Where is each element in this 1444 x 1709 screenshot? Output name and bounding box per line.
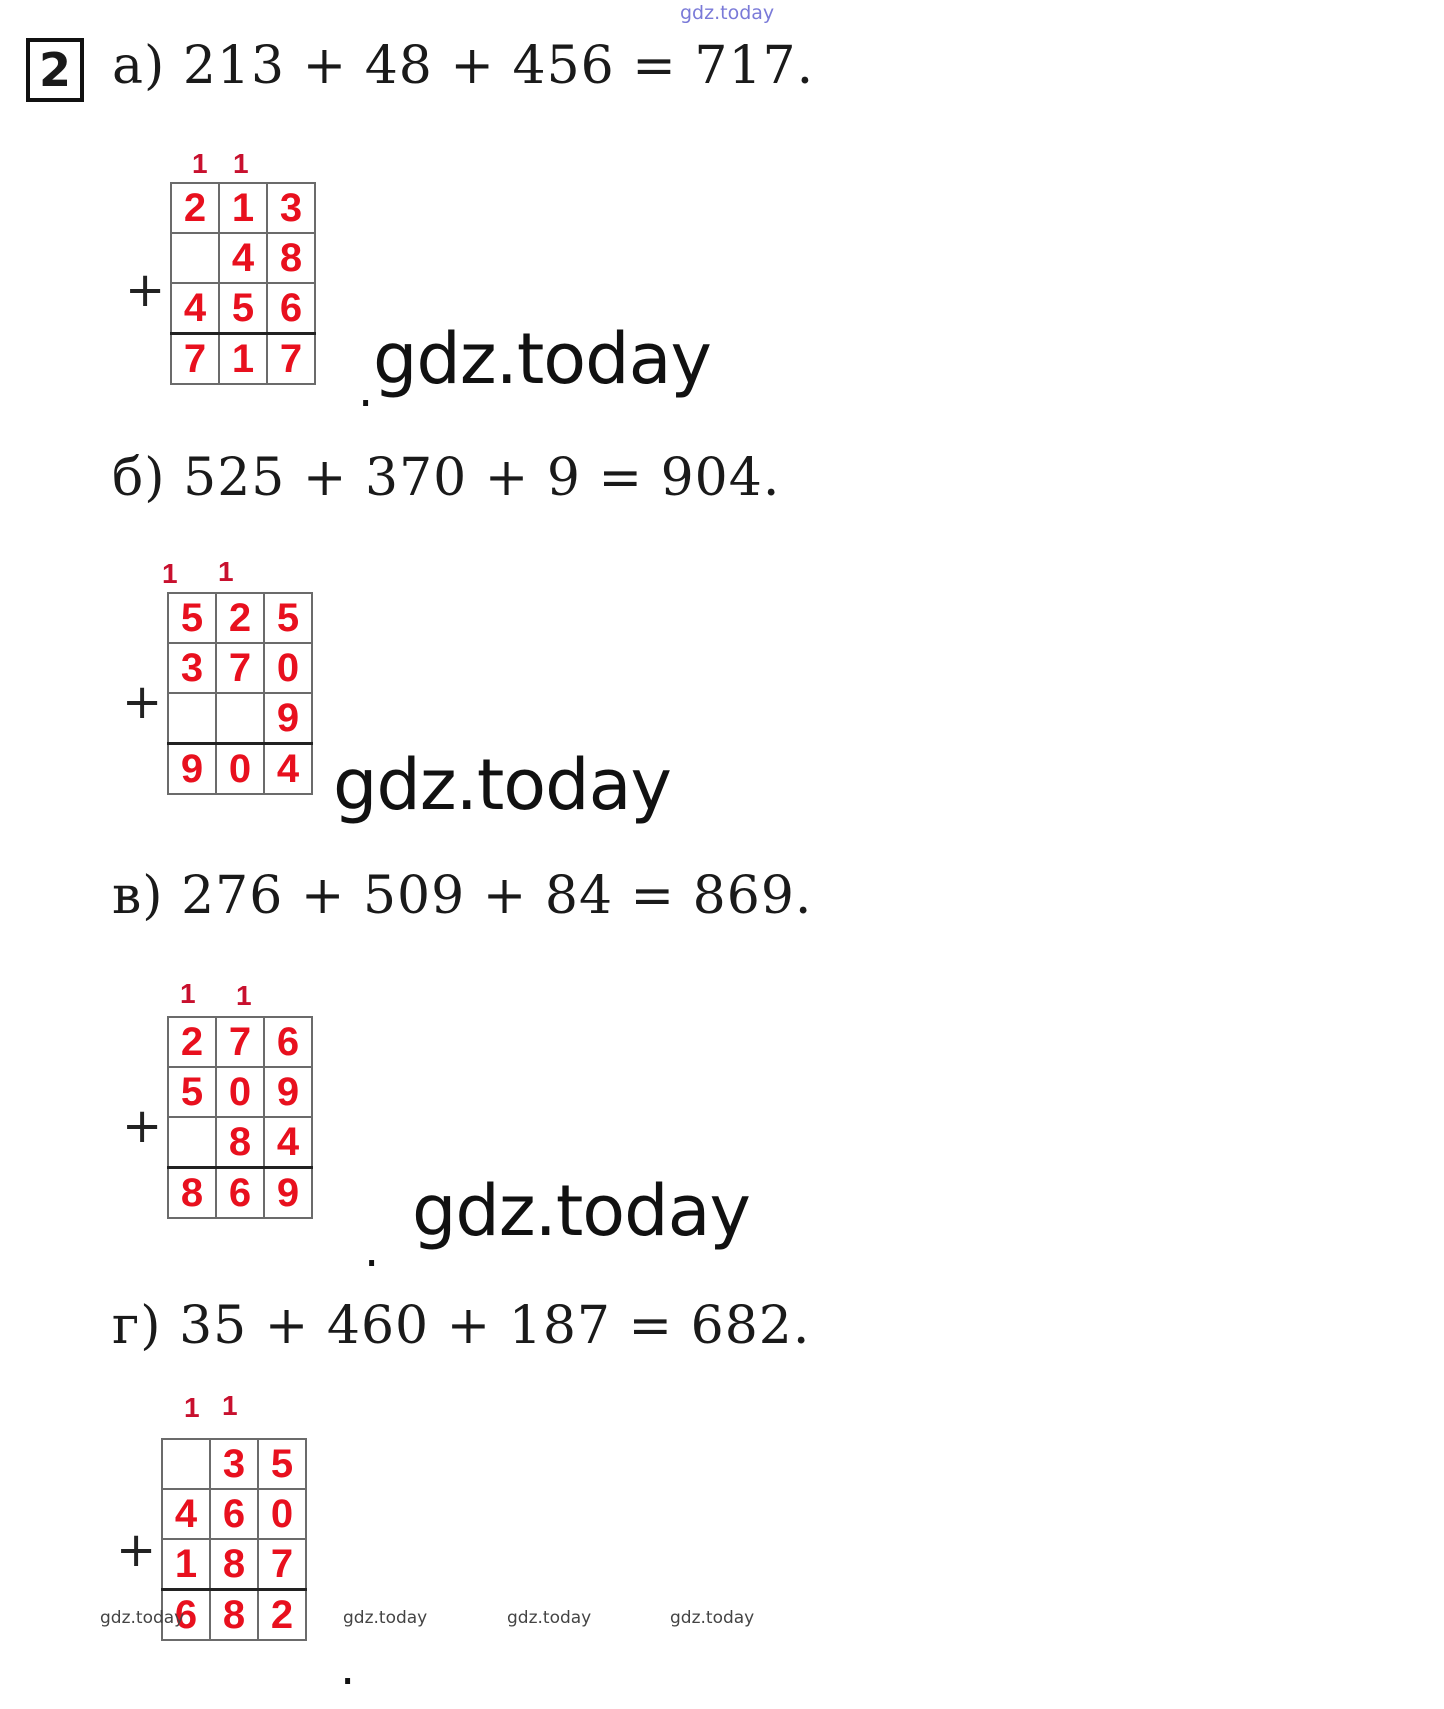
digit-cell: 7 — [258, 1539, 306, 1590]
sum-cell: 7 — [267, 334, 315, 385]
digit-cell: 7 — [216, 1017, 264, 1067]
equation-text: 525 + 370 + 9 = 904. — [183, 448, 781, 508]
carry-digit: 1 — [192, 148, 208, 179]
digit-cell: 8 — [210, 1539, 258, 1590]
problem-label: в) — [112, 866, 164, 926]
footer-watermark: gdz.today — [670, 1608, 755, 1628]
digit-cell — [216, 693, 264, 744]
problem-label: а) — [112, 36, 166, 96]
plus-sign: + — [122, 1098, 163, 1154]
trailing-dot: . — [358, 362, 374, 418]
digit-cell: 5 — [264, 593, 312, 643]
problem-c-equation — [112, 866, 812, 926]
digit-cell: 4 — [264, 1117, 312, 1168]
digit-cell: 8 — [267, 233, 315, 283]
problem-b-equation — [112, 448, 780, 508]
footer-watermark: gdz.today — [343, 1608, 428, 1628]
sum-cell: 8 — [168, 1168, 216, 1219]
top-watermark: gdz.today — [680, 2, 775, 24]
sum-cell: 4 — [264, 744, 312, 795]
equation-text: 276 + 509 + 84 = 869. — [181, 866, 813, 926]
digit-cell: 2 — [168, 1017, 216, 1067]
plus-sign: + — [116, 1522, 157, 1578]
footer-watermark: gdz.today — [100, 1608, 185, 1628]
plus-sign: + — [122, 674, 163, 730]
problem-a-equation — [112, 36, 814, 96]
digit-cell: 0 — [264, 643, 312, 693]
column-addition-a — [170, 182, 316, 385]
digit-cell: 6 — [264, 1017, 312, 1067]
digit-cell: 4 — [219, 233, 267, 283]
digit-cell: 3 — [168, 643, 216, 693]
digit-cell: 2 — [216, 593, 264, 643]
digit-cell — [168, 1117, 216, 1168]
digit-cell: 4 — [171, 283, 219, 334]
digit-cell: 3 — [267, 183, 315, 233]
carry-digit: 1 — [218, 556, 234, 587]
digit-cell: 0 — [216, 1067, 264, 1117]
sum-cell: 6 — [216, 1168, 264, 1219]
equation-text: 213 + 48 + 456 = 717. — [182, 36, 815, 96]
digit-cell: 3 — [210, 1439, 258, 1489]
digit-cell: 9 — [264, 693, 312, 744]
task-number: 2 — [26, 38, 84, 102]
digit-cell — [168, 693, 216, 744]
sum-cell: 8 — [210, 1590, 258, 1641]
problem-d-equation — [112, 1296, 810, 1356]
digit-cell: 6 — [210, 1489, 258, 1539]
problem-label: б) — [112, 448, 166, 508]
digit-cell: 5 — [258, 1439, 306, 1489]
problem-label: г) — [112, 1296, 162, 1356]
digit-cell: 5 — [219, 283, 267, 334]
sum-cell: 7 — [171, 334, 219, 385]
trailing-dot: . — [364, 1222, 380, 1278]
sum-cell: 1 — [219, 334, 267, 385]
watermark: gdz.today — [412, 1170, 750, 1252]
carry-digit: 1 — [180, 978, 196, 1009]
digit-cell — [171, 233, 219, 283]
sum-cell: 9 — [168, 744, 216, 795]
digit-cell: 1 — [219, 183, 267, 233]
digit-cell: 1 — [162, 1539, 210, 1590]
plus-sign: + — [125, 262, 166, 318]
digit-cell — [162, 1439, 210, 1489]
carry-digit: 1 — [233, 148, 249, 179]
sum-cell: 6 — [162, 1590, 210, 1641]
sum-cell: 9 — [264, 1168, 312, 1219]
sum-cell: 0 — [216, 744, 264, 795]
trailing-dot: . — [340, 1640, 356, 1696]
equation-text: 35 + 460 + 187 = 682. — [179, 1296, 811, 1356]
digit-cell: 9 — [264, 1067, 312, 1117]
carry-digit: 1 — [236, 980, 252, 1011]
watermark: gdz.today — [333, 744, 671, 826]
carry-digit: 1 — [222, 1390, 238, 1421]
digit-cell: 6 — [267, 283, 315, 334]
footer-watermark: gdz.today — [507, 1608, 592, 1628]
digit-cell: 5 — [168, 1067, 216, 1117]
column-addition-c — [167, 1016, 313, 1219]
digit-cell: 5 — [168, 593, 216, 643]
watermark: gdz.today — [373, 318, 711, 400]
digit-cell: 8 — [216, 1117, 264, 1168]
carry-digit: 1 — [162, 558, 178, 589]
digit-cell: 7 — [216, 643, 264, 693]
sum-cell: 2 — [258, 1590, 306, 1641]
column-addition-b — [167, 592, 313, 795]
carry-digit: 1 — [184, 1392, 200, 1423]
digit-cell: 4 — [162, 1489, 210, 1539]
digit-cell: 0 — [258, 1489, 306, 1539]
digit-cell: 2 — [171, 183, 219, 233]
